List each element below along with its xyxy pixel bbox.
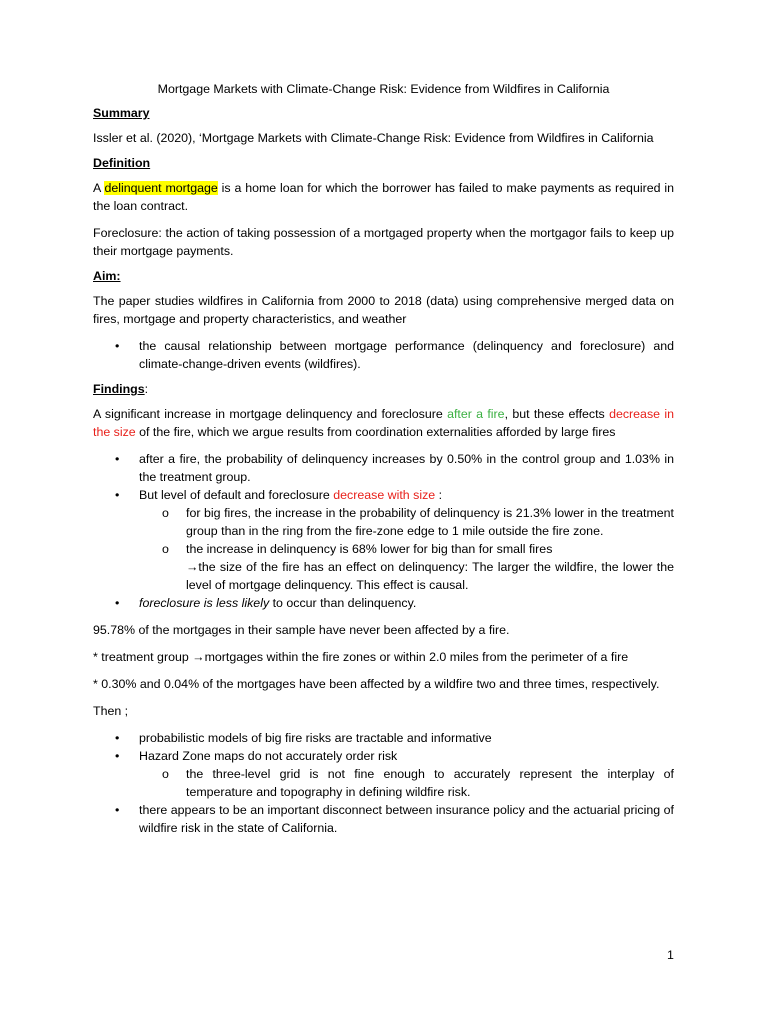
circle-bullet-icon: o: [162, 767, 169, 781]
aim-heading: Aim:: [93, 269, 121, 283]
notes-section: [93, 621, 674, 693]
list-item-text: probabilistic models of big fire risks are tractable and informative: [139, 731, 492, 745]
definition-paragraph-2: Foreclosure: the action of taking possession of a mortgaged property when the mortgagor fails to keep up their mortgage payments.: [93, 226, 674, 258]
list-item-text: the causal relationship between mortgage performance (delinquency and foreclosure) and climate-change-driven events (wildfires).: [139, 339, 674, 371]
sub-list-item: [93, 765, 674, 801]
aim-list: [93, 337, 674, 373]
summary-section: [93, 106, 674, 147]
findings-heading: Findings: [93, 382, 145, 396]
bullet-icon: •: [115, 488, 120, 502]
sub-list-item: [93, 540, 674, 558]
list-item: [93, 337, 674, 373]
red-text: decrease in the size: [93, 407, 674, 439]
definition-section: [93, 156, 674, 260]
definition-text-pre: A: [93, 181, 105, 195]
sub-list-item-text: the increase in delinquency is 68% lower for big than for small fires: [186, 542, 553, 556]
page-number: 1: [667, 948, 674, 962]
document-page: [93, 80, 674, 837]
findings-text-post: of the fire, which we argue results from coordination externalities afforded by large fires: [135, 425, 616, 439]
findings-paragraph: [93, 405, 674, 441]
list-item: [93, 450, 674, 486]
list-item: [93, 594, 674, 612]
sub-list-item-text: the three-level grid is not fine enough to accurately represent the interplay of temperature and topography in defining wildfire risk.: [186, 767, 674, 799]
bullet-icon: •: [115, 749, 120, 763]
italic-text: foreclosure is less likely: [139, 596, 270, 610]
list-item: [93, 747, 674, 765]
aim-section: [93, 269, 674, 373]
note-1: 95.78% of the mortgages in their sample have never been affected by a fire.: [93, 623, 510, 637]
aim-text: The paper studies wildfires in California from 2000 to 2018 (data) using comprehensive merged data on fires, mortgage and property characteristics, and weather: [93, 294, 674, 326]
green-text: after a fire: [447, 407, 505, 421]
then-list: [93, 729, 674, 837]
bullet-icon: •: [115, 803, 120, 817]
circle-bullet-icon: o: [162, 506, 169, 520]
bullet-icon: •: [115, 339, 120, 353]
summary-text: Issler et al. (2020), ‘Mortgage Markets with Climate-Change Risk: Evidence from Wildfires in California: [93, 131, 654, 145]
findings-text-mid: , but these effects: [504, 407, 610, 421]
note-3: * 0.30% and 0.04% of the mortgages have been affected by a wildfire two and three times, respectively.: [93, 677, 660, 691]
definition-paragraph-1: [93, 179, 674, 215]
definition-text-post: is a home loan for which the borrower has failed to make payments as required in the loan contract.: [93, 181, 674, 213]
definition-heading: Definition: [93, 156, 151, 170]
findings-list: [93, 450, 674, 612]
sub-list-item-text: for big fires, the increase in the probability of delinquency is 21.3% lower in the treatment group than in the ring from the fire-zone edge to 1 mile outside the fire zone.: [186, 506, 674, 538]
summary-heading: Summary: [93, 106, 150, 120]
bullet-icon: •: [115, 596, 120, 610]
bullet-icon: •: [115, 452, 120, 466]
findings-text-pre: A significant increase in mortgage delinquency and foreclosure: [93, 407, 448, 421]
list-item-text-post: to occur than delinquency.: [269, 596, 417, 610]
sub-list-continuation: →the size of the fire has an effect on delinquency: The larger the wildfire, the lower the level of mortgage delinquency. This effect is causal.: [186, 560, 674, 592]
findings-section: [93, 382, 674, 612]
red-text: decrease with size: [333, 488, 436, 502]
findings-heading-suffix: :: [144, 382, 149, 396]
list-item-text: Hazard Zone maps do not accurately order risk: [139, 749, 398, 763]
highlighted-term: delinquent mortgage: [104, 181, 218, 195]
then-section: [93, 702, 674, 837]
list-item: [93, 801, 674, 837]
note-2: * treatment group →mortgages within the fire zones or within 2.0 miles from the perimeter of a fire: [93, 650, 629, 664]
circle-bullet-icon: o: [162, 542, 169, 556]
list-item-text-post: :: [435, 488, 443, 502]
bullet-icon: •: [115, 731, 120, 745]
list-item: [93, 486, 674, 504]
then-label: Then ;: [93, 704, 129, 718]
findings-heading-row: [93, 382, 674, 396]
list-item-text: But level of default and foreclosure: [139, 488, 334, 502]
document-title: Mortgage Markets with Climate-Change Risk: Evidence from Wildfires in California: [157, 82, 610, 96]
list-item-text: there appears to be an important disconnect between insurance policy and the actuarial pricing of wildfire risk in the state of California.: [139, 803, 674, 835]
list-item-text: after a fire, the probability of delinquency increases by 0.50% in the control group and 1.03% in the treatment group.: [139, 452, 674, 484]
list-item: [93, 729, 674, 747]
sub-list-item: [93, 504, 674, 540]
